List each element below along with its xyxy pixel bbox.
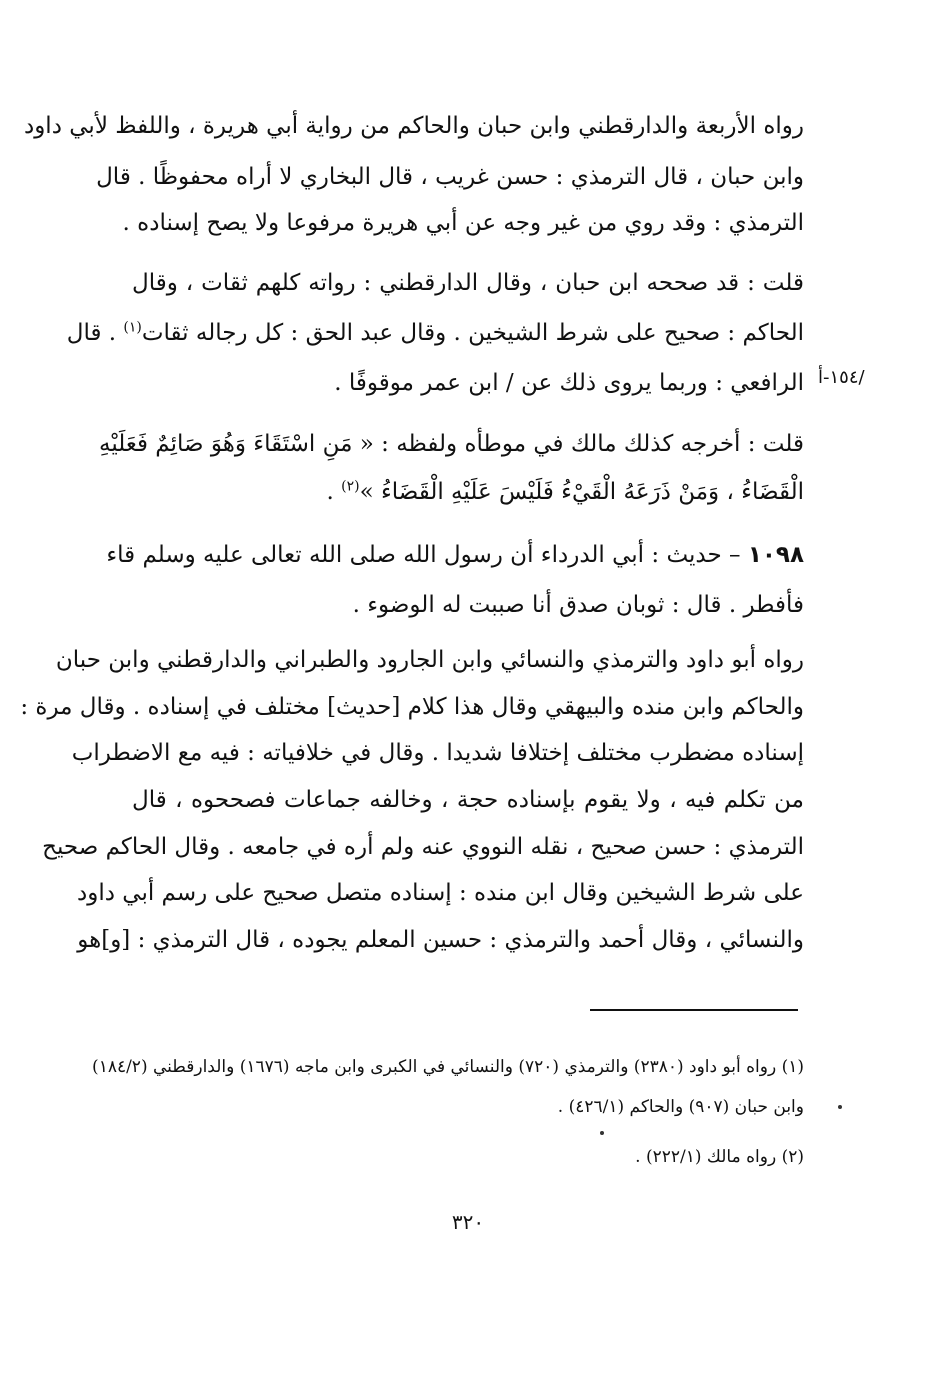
paragraph-2-line-2-text: الحاكم : صحيح على شرط الشيخين . وقال عبد الحق : كل رجاله ثقات <box>141 320 804 346</box>
paragraph-2-line-2-end: . قال <box>66 320 117 346</box>
paragraph-2-line-1: قلت : قد صححه ابن حبان ، وقال الدارقطني : رواته كلهم ثقات ، وقال <box>132 270 804 296</box>
paragraph-5-line-5: الترمذي : حسن صحيح ، نقله النووي عنه ولم أره في جامعه . وقال الحاكم صحيح <box>42 834 804 860</box>
scan-speck <box>600 1131 604 1135</box>
paragraph-5-line-1: رواه أبو داود والترمذي والنسائي وابن الجارود والطبراني والدارقطني وابن حبان <box>55 647 804 673</box>
paragraph-3-line-2 <box>132 472 804 512</box>
margin-folio-note: /١٥٤-أ <box>818 367 865 388</box>
paragraph-1-line-3: الترمذي : وقد روي من غير وجه عن أبي هريرة مرفوعا ولا يصح إسناده . <box>122 210 804 236</box>
hadith-number: ١٠٩٨ <box>747 542 804 568</box>
paragraph-5-line-4: من تكلم فيه ، ولا يقوم بإسناده حجة ، وخالفه جماعات فصححوه ، قال <box>132 787 804 813</box>
hadith-line-2: فأفطر . قال : ثوبان صدق أنا صببت له الوضوء . <box>352 592 804 618</box>
footnote-1-line-2: وابن حبان (٩٠٧) والحاكم (٤٢٦/١) . <box>557 1097 804 1117</box>
paragraph-5-line-2: والحاكم وابن منده والبيهقي وقال هذا كلام [حديث] مختلف في إسناده . وقال مرة : <box>20 694 804 720</box>
paragraph-1-line-1: رواه الأربعة والدارقطني وابن حبان والحاكم من رواية أبي هريرة ، واللفظ لأبي داود <box>23 113 804 139</box>
paragraph-2-line-2 <box>66 313 804 353</box>
page-number: ٣٢٠ <box>451 1210 485 1234</box>
paragraph-3-line-2-text: الْقَضَاءُ ، وَمَنْ ذَرَعَهُ الْقَيْءُ فَلَيْسَ عَلَيْهِ الْقَضَاءُ » <box>359 479 804 505</box>
paragraph-2-line-3: الرافعي : وربما يروى ذلك عن / ابن عمر موقوفًا . <box>334 370 804 396</box>
paragraph-1-line-2: وابن حبان ، قال الترمذي : حسن غريب ، قال البخاري لا أراه محفوظًا . قال <box>96 164 804 190</box>
footnote-ref-1: (١) <box>123 319 142 336</box>
hadith-line-1 <box>106 535 804 575</box>
paragraph-3-line-2-end: . <box>326 479 334 505</box>
scan-speck <box>838 1105 842 1109</box>
paragraph-5-line-7: والنسائي ، وقال أحمد والترمذي : حسين المعلم يجوده ، قال الترمذي : [و]هو <box>77 927 804 953</box>
hadith-line-1-text: – حديث : أبي الدرداء أن رسول الله صلى الله تعالى عليه وسلم قاء <box>106 542 741 568</box>
paragraph-5-line-6: على شرط الشيخين وقال ابن منده : إسناده متصل صحيح على رسم أبي داود <box>76 880 804 906</box>
footnote-separator <box>590 1009 798 1011</box>
footnote-1-line-1: (١) رواه أبو داود (٢٣٨٠) والترمذي (٧٢٠) والنسائي في الكبرى وابن ماجه (١٦٧٦) والدارقطني (١٨٤/٢) <box>92 1057 804 1077</box>
footnote-ref-2: (٢) <box>341 478 360 495</box>
paragraph-5-line-3: إسناده مضطرب مختلف إختلافا شديدا . وقال في خلافياته : فيه مع الاضطراب <box>71 740 804 766</box>
footnote-2: (٢) رواه مالك (٢٢٢/١) . <box>635 1147 804 1167</box>
paragraph-3-line-1: قلت : أخرجه كذلك مالك في موطأه ولفظه : « مَنِ اسْتَقَاءَ وَهُوَ صَائِمٌ فَعَلَيْهِ <box>98 431 804 457</box>
